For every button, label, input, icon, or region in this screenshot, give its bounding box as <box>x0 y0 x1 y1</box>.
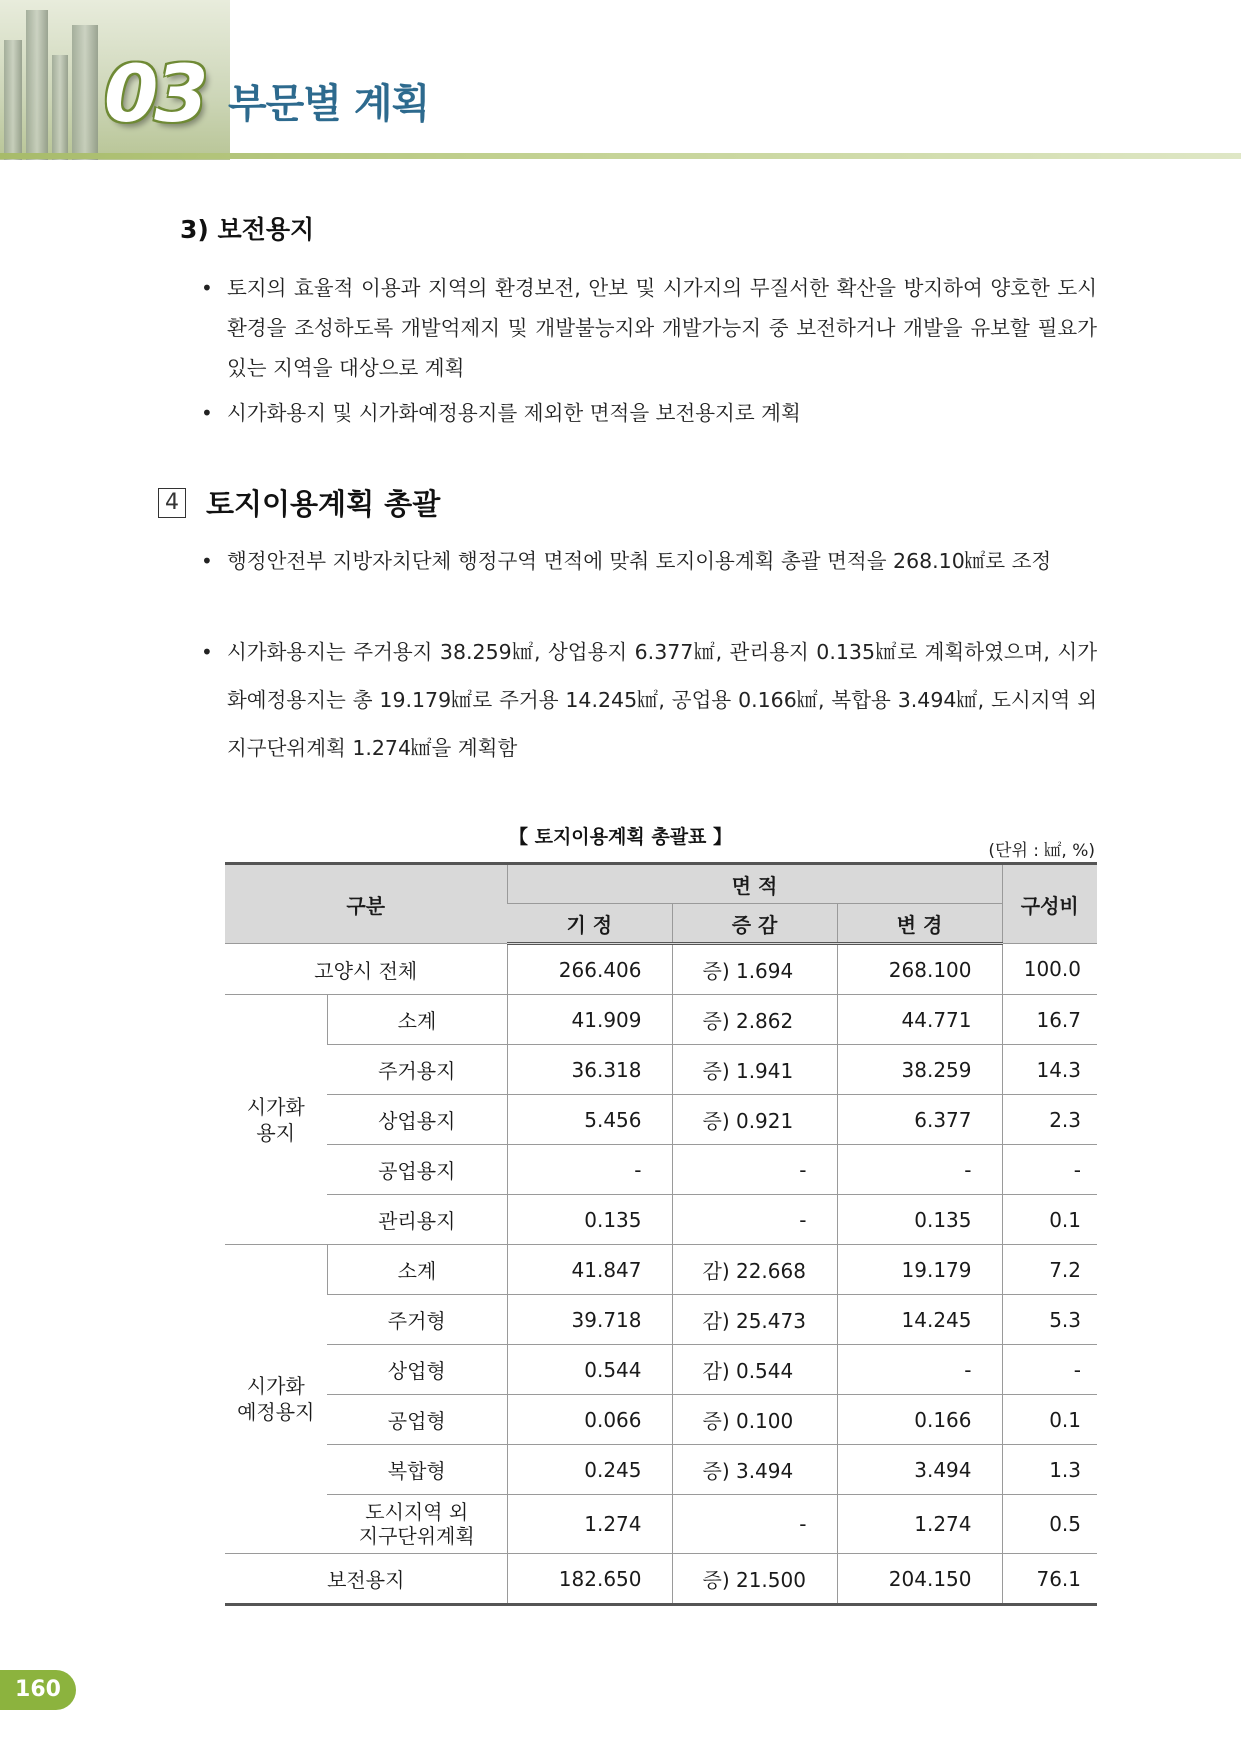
cell-change: 증) 1.941 <box>672 1045 837 1095</box>
cell-existing: 0.245 <box>507 1445 672 1495</box>
row-label <box>327 1495 507 1554</box>
table-unit: (단위 : ㎢, %) <box>988 841 1095 861</box>
cell-change: 증) 1.694 <box>672 944 837 995</box>
row-label: 보전용지 <box>225 1554 507 1605</box>
cell-ratio: 0.5 <box>1002 1495 1097 1554</box>
header-revised: 변 경 <box>837 904 1002 944</box>
row-label: 공업용지 <box>327 1145 507 1195</box>
table-row <box>225 1295 1097 1345</box>
header-existing: 기 정 <box>507 904 672 944</box>
row-label-line: 도시지역 외 <box>365 1500 469 1524</box>
table-row <box>225 1495 1097 1554</box>
cell-change: 증) 0.100 <box>672 1395 837 1445</box>
group-label-line: 시가화 <box>246 1374 305 1398</box>
row-label-line: 지구단위계획 <box>358 1524 475 1548</box>
row-label: 고양시 전체 <box>225 944 507 995</box>
cell-revised: 204.150 <box>837 1554 1002 1605</box>
row-label: 상업용지 <box>327 1095 507 1145</box>
landuse-summary-table <box>225 862 1097 1606</box>
row-label: 주거용지 <box>327 1045 507 1095</box>
cell-existing: 41.847 <box>507 1245 672 1295</box>
header-area: 면 적 <box>507 864 1002 904</box>
cell-ratio: 2.3 <box>1002 1095 1097 1145</box>
cell-revised: 0.166 <box>837 1395 1002 1445</box>
cell-existing: 0.135 <box>507 1195 672 1245</box>
cell-change: 증) 2.862 <box>672 995 837 1045</box>
cell-revised: 268.100 <box>837 944 1002 995</box>
table-row <box>225 1345 1097 1395</box>
chapter-number: 03 <box>104 50 205 140</box>
bullet-paragraph: • 시가화용지는 주거용지 38.259㎢, 상업용지 6.377㎢, 관리용지 0.135㎢로 계획하였으며, 시가화예정용지는 총 19.179㎢로 주거용 14.245㎢, 공업용 0.166㎢, 복합용 3.494㎢, 도시지역 외 지구단위계획 1.274㎢을 계획함 <box>227 628 1097 772</box>
cell-existing: 41.909 <box>507 995 672 1045</box>
table-title: 【 토지이용계획 총괄표 】 <box>508 826 733 848</box>
table-row <box>225 1145 1097 1195</box>
page-header <box>0 0 1241 165</box>
cell-existing: 36.318 <box>507 1045 672 1095</box>
cell-ratio: 0.1 <box>1002 1395 1097 1445</box>
header-ratio: 구성비 <box>1002 864 1097 944</box>
cell-change: 감) 0.544 <box>672 1345 837 1395</box>
cell-ratio: 0.1 <box>1002 1195 1097 1245</box>
table-row <box>225 944 1097 995</box>
cell-existing: 39.718 <box>507 1295 672 1345</box>
table-row <box>225 1554 1097 1605</box>
cell-ratio: - <box>1002 1145 1097 1195</box>
cell-existing: 266.406 <box>507 944 672 995</box>
section-number-box: 4 <box>158 488 186 518</box>
section-title-conservation: 3) 보전용지 <box>180 215 315 244</box>
row-label: 주거형 <box>327 1295 507 1345</box>
cell-change: - <box>672 1145 837 1195</box>
table-row <box>225 995 1097 1045</box>
cell-ratio: 14.3 <box>1002 1045 1097 1095</box>
cell-ratio: 76.1 <box>1002 1554 1097 1605</box>
cell-existing: 1.274 <box>507 1495 672 1554</box>
cell-existing: 182.650 <box>507 1554 672 1605</box>
cell-revised: - <box>837 1345 1002 1395</box>
table-row <box>225 1445 1097 1495</box>
cell-revised: 0.135 <box>837 1195 1002 1245</box>
section-title-text: 토지이용계획 총괄 <box>206 487 441 521</box>
cell-ratio: 1.3 <box>1002 1445 1097 1495</box>
cell-revised: 14.245 <box>837 1295 1002 1345</box>
cell-change: 감) 25.473 <box>672 1295 837 1345</box>
cell-revised: - <box>837 1145 1002 1195</box>
cell-existing: 0.544 <box>507 1345 672 1395</box>
row-label: 상업형 <box>327 1345 507 1395</box>
section-title-landuse-summary <box>158 482 440 523</box>
cell-ratio: 7.2 <box>1002 1245 1097 1295</box>
group-label-line: 시가화 <box>246 1094 305 1119</box>
cell-ratio: 100.0 <box>1002 944 1097 995</box>
header-category: 구분 <box>225 864 507 944</box>
cell-ratio: 5.3 <box>1002 1295 1097 1345</box>
cell-revised: 3.494 <box>837 1445 1002 1495</box>
cell-change: - <box>672 1195 837 1245</box>
row-label: 복합형 <box>327 1445 507 1495</box>
group-label-urbanized <box>225 995 327 1245</box>
cell-change: 증) 21.500 <box>672 1554 837 1605</box>
table-row <box>225 1395 1097 1445</box>
header-divider <box>0 153 1241 159</box>
cell-revised: 38.259 <box>837 1045 1002 1095</box>
table-row <box>225 1245 1097 1295</box>
cell-change: 증) 0.921 <box>672 1095 837 1145</box>
row-label: 공업형 <box>327 1395 507 1445</box>
cell-existing: 0.066 <box>507 1395 672 1445</box>
cell-revised: 1.274 <box>837 1495 1002 1554</box>
table-row <box>225 1095 1097 1145</box>
header-change: 증 감 <box>672 904 837 944</box>
cell-existing: 5.456 <box>507 1095 672 1145</box>
page-number: 160 <box>0 1670 76 1710</box>
group-label-line: 예정용지 <box>237 1400 315 1424</box>
cell-existing: - <box>507 1145 672 1195</box>
cell-change: - <box>672 1495 837 1554</box>
bullet-paragraph: • 토지의 효율적 이용과 지역의 환경보전, 안보 및 시가지의 무질서한 확산을 방지하여 양호한 도시환경을 조성하도록 개발억제지 및 개발불능지와 개발가능지 중 보전하거나 개발을 유보할 필요가 있는 지역을 대상으로 계획 <box>227 268 1097 388</box>
row-label: 소계 <box>327 1245 507 1295</box>
row-label: 관리용지 <box>327 1195 507 1245</box>
cell-revised: 6.377 <box>837 1095 1002 1145</box>
group-label-planned-urban <box>225 1245 327 1554</box>
cell-change: 감) 22.668 <box>672 1245 837 1295</box>
cell-revised: 44.771 <box>837 995 1002 1045</box>
group-label-line: 용지 <box>256 1120 296 1145</box>
cell-ratio: - <box>1002 1345 1097 1395</box>
bullet-paragraph: • 시가화용지 및 시가화예정용지를 제외한 면적을 보전용지로 계획 <box>227 393 1097 433</box>
row-label: 소계 <box>327 995 507 1045</box>
cell-ratio: 16.7 <box>1002 995 1097 1045</box>
cell-change: 증) 3.494 <box>672 1445 837 1495</box>
table-row <box>225 1195 1097 1245</box>
table-row <box>225 1045 1097 1095</box>
chapter-title: 부문별 계획 <box>228 81 430 127</box>
cell-revised: 19.179 <box>837 1245 1002 1295</box>
bullet-paragraph: • 행정안전부 지방자치단체 행정구역 면적에 맞춰 토지이용계획 총괄 면적을 268.10㎢로 조정 <box>227 541 1097 581</box>
